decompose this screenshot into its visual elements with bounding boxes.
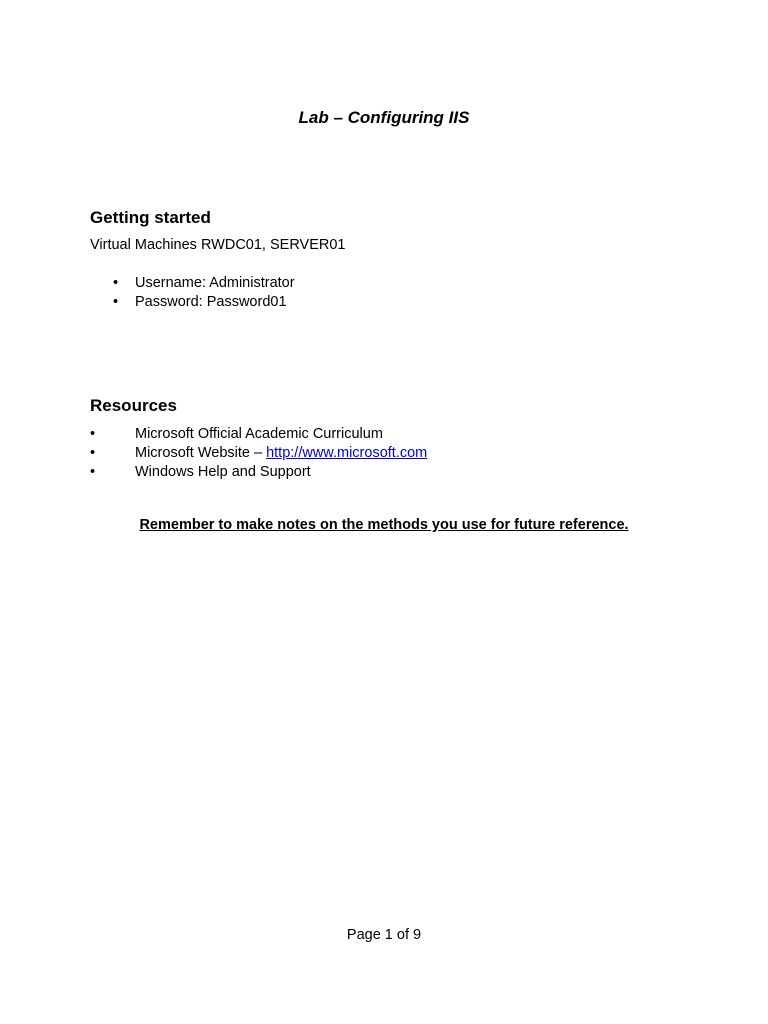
password-text: Password: Password01	[135, 294, 287, 310]
bullet-icon: •	[90, 445, 96, 461]
help-support-text: Windows Help and Support	[135, 464, 311, 480]
bullet-icon: •	[113, 275, 119, 291]
getting-started-heading: Getting started	[90, 208, 211, 227]
website-item	[135, 444, 427, 463]
bullet-icon: •	[90, 464, 96, 480]
page-title: Lab – Configuring IIS	[298, 108, 470, 127]
virtual-machines-text: Virtual Machines RWDC01, SERVER01	[90, 237, 346, 253]
website-label: Microsoft Website –	[135, 445, 267, 461]
reminder-notice: Remember to make notes on the methods you use for future reference.	[139, 517, 629, 533]
microsoft-website-link[interactable]: http://www.microsoft.com	[266, 445, 428, 461]
resources-heading: Resources	[90, 396, 177, 415]
bullet-icon: •	[113, 294, 119, 310]
username-text: Username: Administrator	[135, 275, 295, 291]
page-number: Page 1 of 9	[346, 927, 422, 943]
bullet-icon: •	[90, 426, 96, 442]
curriculum-text: Microsoft Official Academic Curriculum	[135, 426, 383, 442]
